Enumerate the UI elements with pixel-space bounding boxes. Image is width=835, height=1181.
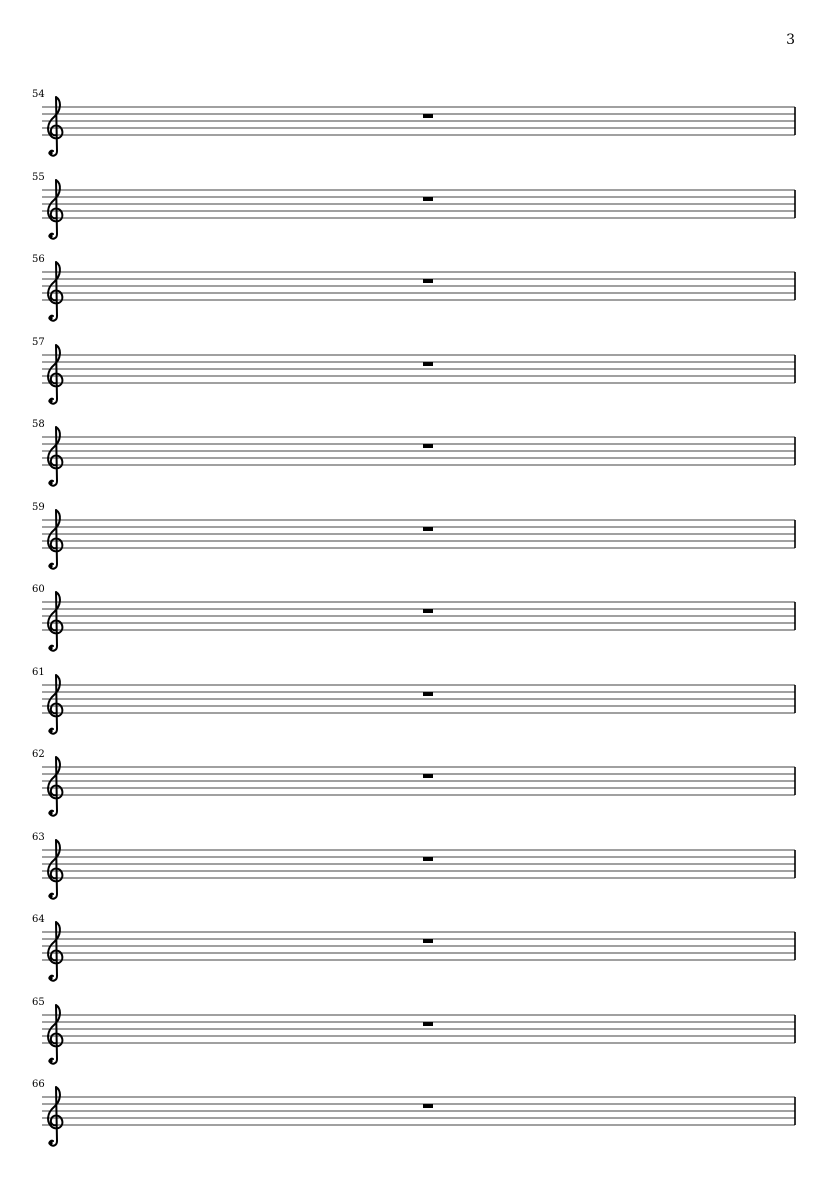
staff — [0, 255, 835, 325]
staff — [0, 585, 835, 655]
whole-rest-icon — [423, 279, 433, 283]
staff-system — [0, 998, 835, 1080]
staff — [0, 750, 835, 820]
measure-number: 56 — [32, 254, 45, 265]
staff — [0, 503, 835, 573]
treble-clef-icon — [48, 922, 62, 981]
measure-number: 63 — [32, 831, 45, 843]
measure-number: 65 — [32, 996, 45, 1008]
measure-number: 66 — [32, 1079, 45, 1090]
measure-number: 58 — [32, 419, 45, 430]
whole-rest-icon — [423, 527, 433, 531]
staff — [0, 998, 835, 1068]
treble-clef-icon — [48, 675, 62, 734]
treble-clef-icon — [48, 427, 62, 486]
whole-rest-icon — [423, 939, 433, 943]
staff-system — [0, 1080, 835, 1162]
staff-system — [0, 585, 835, 667]
staff-system — [0, 255, 835, 337]
measure-number: 59 — [32, 501, 45, 513]
staff-system — [0, 915, 835, 997]
measure-number: 57 — [32, 336, 45, 348]
staff-system — [0, 668, 835, 750]
treble-clef-icon — [48, 180, 62, 239]
treble-clef-icon — [48, 262, 62, 321]
staff — [0, 338, 835, 408]
measure-number: 54 — [32, 89, 45, 100]
staff — [0, 173, 835, 243]
whole-rest-icon — [423, 609, 433, 613]
measure-number: 62 — [32, 749, 45, 760]
page-number: 3 — [786, 32, 795, 48]
treble-clef-icon — [48, 97, 62, 156]
whole-rest-icon — [423, 362, 433, 366]
whole-rest-icon — [423, 1022, 433, 1026]
whole-rest-icon — [423, 197, 433, 201]
staff — [0, 915, 835, 985]
whole-rest-icon — [423, 857, 433, 861]
staff — [0, 668, 835, 738]
staff-system — [0, 338, 835, 420]
treble-clef-icon — [48, 1087, 62, 1146]
staff — [0, 90, 835, 160]
treble-clef-icon — [48, 345, 62, 404]
treble-clef-icon — [48, 840, 62, 899]
staff-system — [0, 833, 835, 915]
whole-rest-icon — [423, 692, 433, 696]
staff — [0, 420, 835, 490]
measure-number: 55 — [32, 171, 45, 183]
staff-system — [0, 750, 835, 832]
whole-rest-icon — [423, 114, 433, 118]
whole-rest-icon — [423, 1104, 433, 1108]
measure-number: 64 — [32, 914, 45, 925]
staff-system — [0, 503, 835, 585]
treble-clef-icon — [48, 1005, 62, 1064]
measure-number: 61 — [32, 666, 45, 678]
staff-system — [0, 173, 835, 255]
staff — [0, 1080, 835, 1150]
staff-system — [0, 420, 835, 502]
treble-clef-icon — [48, 510, 62, 569]
staff — [0, 833, 835, 903]
whole-rest-icon — [423, 774, 433, 778]
staff-system — [0, 90, 835, 172]
treble-clef-icon — [48, 592, 62, 651]
treble-clef-icon — [48, 757, 62, 816]
measure-number: 60 — [32, 584, 45, 595]
whole-rest-icon — [423, 444, 433, 448]
